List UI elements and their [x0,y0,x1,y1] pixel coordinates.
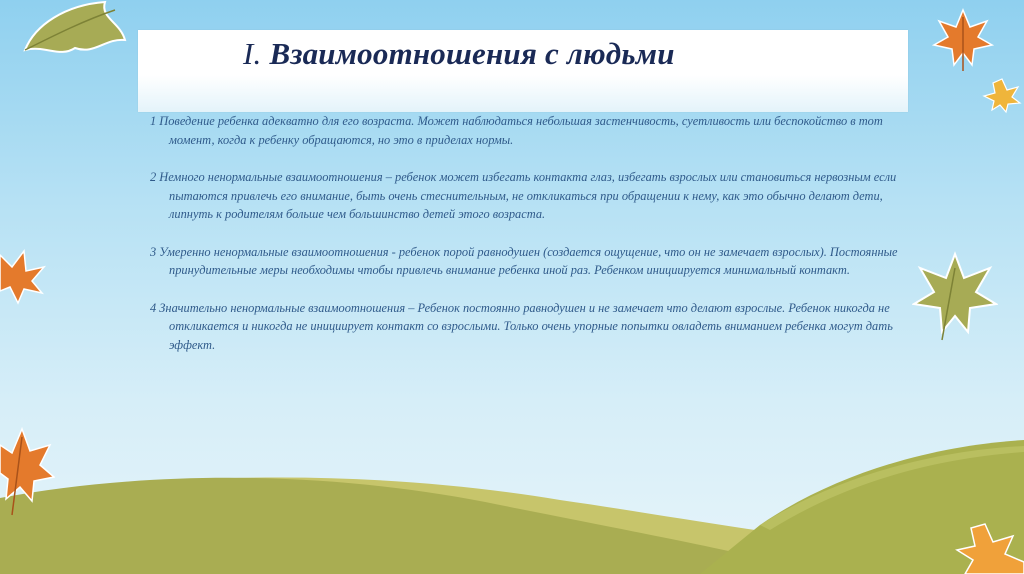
page-title [243,36,675,72]
list-item-3 [150,243,910,280]
list-item-1 [150,112,910,149]
yellow-leaf-icon [982,76,1022,114]
orange-leaf-icon [0,245,48,305]
paragraph-text: 1 Поведение ребенка адекватно для его возраста. Может наблюдаться небольшая застенчивость, суетливость или беспокойство в тот момент, когда к ребенку обращаются, но это в приделах нормы. [150,114,883,147]
title-text: Взаимоотношения с людьми [269,36,675,71]
orange-leaf-icon [932,5,994,75]
paragraph-text: 2 Немного ненормальные взаимоотношения – ребенок может избегать контакта глаз, избегать взрослых или становиться нервозным если пытаются привлечь его внимание, быть очень стеснительным, не откликаться при обращении к нему, как это обычно делают дети, липнуть к родителям больше чем большинство детей этого возраста. [150,170,897,221]
slide-content [150,112,910,373]
paragraph-text: 3 Умеренно ненормальные взаимоотношения - ребенок порой равнодушен (создается ощущение, что он не замечает взрослых). Постоянные принудительные меры необходимы чтобы привлечь внимание ребенка иной раз. Ребенком инициируется минимальный контакт. [150,244,898,277]
title-number: I. [243,36,262,71]
orange-leaf-icon [0,425,55,517]
title-box [138,30,908,112]
orange-leaf-icon [955,520,1024,574]
green-leaf-icon [912,248,998,344]
green-leaf-icon [5,0,135,60]
list-item-2 [150,168,910,224]
list-item-4 [150,299,910,355]
paragraph-text: 4 Значительно ненормальные взаимоотношения – Ребенок постоянно равнодушен и не замечает что делают взрослые. Ребенок никогда не откликается и никогда не инициирует контакт со взрослыми. Только очень упорные попытки овладеть вниманием ребенка могут дать эффект. [150,300,893,352]
